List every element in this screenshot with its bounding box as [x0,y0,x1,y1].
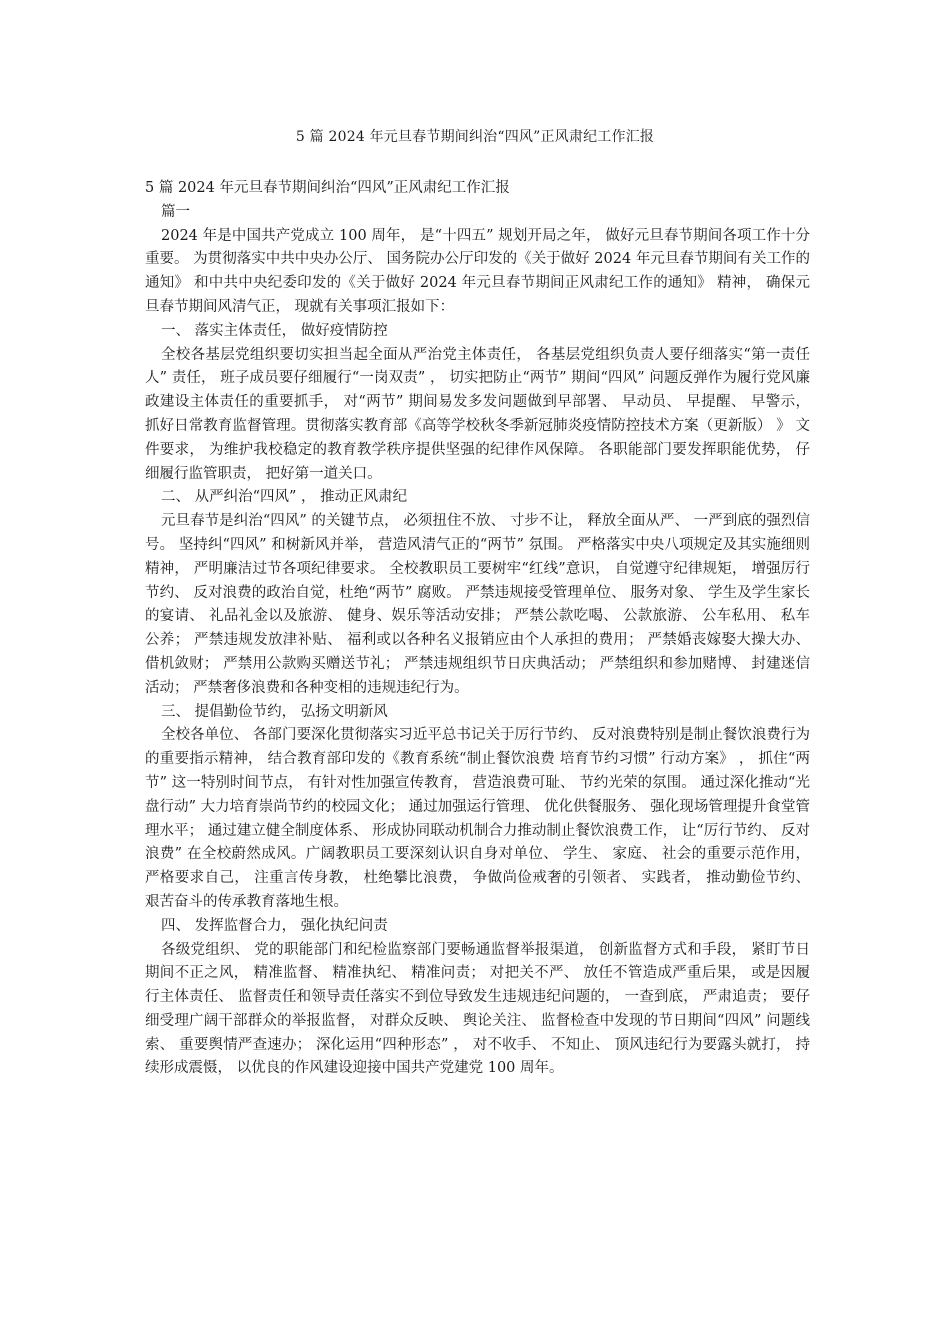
section-body-2: 元旦春节是纠治“四风” 的关键节点， 必须扭住不放、 寸步不让， 释放全面从严、 一严到底的强烈信号。 坚持纠“四风” 和树新风并举， 营造风清气正的“两节” 氛围。 严格落实中央八项规定及其实施细则精神， 严明廉洁过节各项纪律要求。 全校教职员工要树牢“红线”意识， 自觉遵守纪律规矩， 增强厉行节约、 反对浪费的政治自觉，杜绝“两节” 腐败。 严禁违规接受管理单位、 服务对象、 学生及学生家长的宴请、 礼品礼金以及旅游、 健身、娱乐等活动安排； 严禁公款吃喝、 公款旅游、 公车私用、 私车公养； 严禁违规发放津补贴、 福利或以各种名义报销应由个人承担的费用； 严禁婚丧嫁娶大操大办、 借机敛财； 严禁用公款购买赠送节礼； 严禁违规组织节日庆典活动； 严禁组织和参加赌博、 封建迷信活动； 严禁奢侈浪费和各种变相的违规违纪行为。 [145,513,810,696]
section-body-4: 各级党组织、 党的职能部门和纪检监察部门要畅通监督举报渠道， 创新监督方式和手段， 紧盯节日期间不正之风， 精准监督、 精准执纪、 精准问责； 对把关不严、 放任不管造成严重后果， 或是因履行主体责任、 监督责任和领导责任落实不到位导致发生违规违纪问题的， 一查到底， 严肃追责； 要仔细受理广阔干部群众的举报监督， 对群众反映、 舆论关注、 监督检查中发现的节日期间“四风” 问题线索、 重要舆情严查速办； 深化运用“四种形态” ， 对不收手、 不知止、 顶风违纪行为要露头就打， 持续形成震慑， 以优良的作风建设迎接中国共产党建党 100 周年。 [145,941,810,1077]
part-label: 篇一 [161,203,190,220]
section-heading-3: 三、 提倡勤俭节约， 弘扬文明新风 [161,703,388,720]
document-body [145,177,810,1081]
document-subtitle: 5 篇 2024 年元旦春节期间纠治“四风”正风肃纪工作汇报 [145,180,510,196]
section-heading-2: 二、 从严纠治“四风” ， 推动正风肃纪 [161,489,408,506]
section-body-3: 全校各单位、 各部门要深化贯彻落实习近平总书记关于厉行节约、 反对浪费特别是制止餐饮浪费行为的重要指示精神， 结合教育部印发的《教育系统“制止餐饮浪费 培育节约习惯” 行动方案》 ， 抓住“两节” 这一特别时间节点， 有针对性加强宣传教育， 营造浪费可耻、 节约光荣的氛围。 通过深化推动“光盘行动” 大力培育崇尚节约的校园文化； 通过加强运行管理、 优化供餐服务、 强化现场管理提升食堂管理水平； 通过建立健全制度体系、 形成协同联动机制合力推动制止餐饮浪费工作， 让“厉行节约、 反对浪费” 在全校蔚然成风。广阔教职员工要深刻认识自身对单位、 学生、 家庭、 社会的重要示范作用， 严格要求自己， 注重言传身教， 杜绝攀比浪费， 争做尚俭戒奢的引领者、 实践者， 推动勤俭节约、 艰苦奋斗的传承教育落地生根。 [145,727,810,910]
section-body-1: 全校各基层党组织要切实担当起全面从严治党主体责任， 各基层党组织负责人要仔细落实“第一责任人” 责任， 班子成员要仔细履行“一岗双责” ， 切实把防止“两节” 期间“四风” 问题反弹作为履行党风廉政建设主体责任的重要抓手， 对“两节” 期间易发多发问题做到早部署、 早动员、 早提醒、 早警示， 抓好日常教育监督管理。贯彻落实教育部《高等学校秋冬季新冠肺炎疫情防控技术方案（更新版） 》 文件要求， 为维护我校稳定的教育教学秩序提供坚强的纪律作风保障。 各职能部门要发挥职能优势， 仔细履行监管职责， 把好第一道关口。 [145,346,810,482]
intro-paragraph: 2024 年是中国共产党成立 100 周年， 是“十四五” 规划开局之年， 做好元旦春节期间各项工作十分重要。 为贯彻落实中共中央办公厅、 国务院办公厅印发的《关于做好 2024 年元旦春节期间有关工作的通知》 和中共中央纪委印发的《关于做好 2024 年元旦春节期间正风肃纪工作的通知》 精神， 确保元旦春节期间风清气正， 现就有关事项汇报如下： [145,227,810,315]
section-heading-4: 四、 发挥监督合力， 强化执纪问责 [161,917,388,934]
page-title: 5 篇 2024 年元旦春节期间纠治“四风”正风肃纪工作汇报 [295,129,655,145]
section-heading-1: 一、 落实主体责任， 做好疫情防控 [161,322,388,339]
